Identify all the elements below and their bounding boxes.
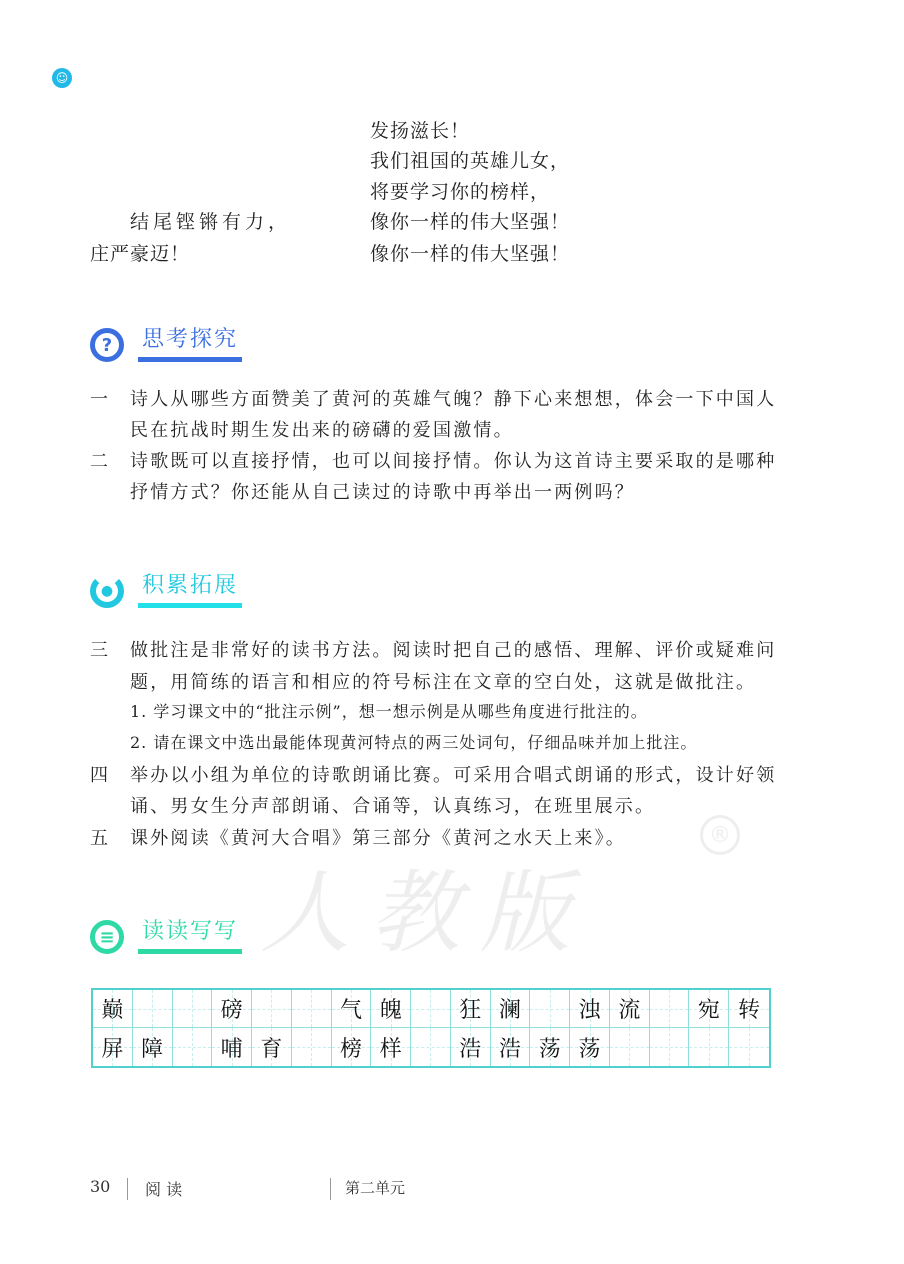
grid-cell <box>451 1028 491 1066</box>
smiley-icon: ☺ <box>52 68 72 88</box>
grid-character: 澜 <box>499 998 522 1023</box>
grid-cell <box>173 990 213 1028</box>
grid-cell <box>729 1028 769 1066</box>
question-number: 五 <box>90 828 111 849</box>
grid-character: 气 <box>339 998 362 1023</box>
grid-character: 榜 <box>339 1036 362 1062</box>
grid-character: 转 <box>738 998 761 1023</box>
grid-cell <box>212 1028 252 1066</box>
publisher-watermark: 人教版 <box>260 861 590 966</box>
grid-cell <box>332 1028 372 1066</box>
grid-cell <box>530 990 570 1028</box>
grid-character: 浊 <box>578 998 601 1023</box>
question-text: 诵、男女生分声部朗诵、合诵等，认真练习，在班里展示。 <box>130 796 656 817</box>
grid-cell <box>689 990 729 1028</box>
question-number: 四 <box>90 765 111 786</box>
poem-annotation: 庄严豪迈！ <box>90 243 191 265</box>
divider <box>330 1178 331 1200</box>
grid-cell <box>93 1028 133 1066</box>
character-grid <box>91 988 771 1068</box>
grid-cell <box>252 990 292 1028</box>
question-text: 题，用简练的语言和相应的符号标注在文章的空白处，这就是做批注。 <box>130 672 757 693</box>
poem-annotation: 结尾铿锵有力， <box>130 211 292 233</box>
grid-cell <box>650 1028 690 1066</box>
section-title-think: 思考探究 <box>142 327 239 352</box>
footer-section: 阅 读 <box>145 1180 183 1199</box>
grid-cell <box>530 1028 570 1066</box>
grid-cell <box>292 1028 332 1066</box>
question-text: 抒情方式？你还能从自己读过的诗歌中再举出一两例吗？ <box>130 482 635 503</box>
grid-character: 荡 <box>538 1036 561 1062</box>
section-underline <box>138 357 242 362</box>
grid-cell <box>133 1028 173 1066</box>
grid-cell <box>93 990 133 1028</box>
grid-cell <box>173 1028 213 1066</box>
grid-cell <box>332 990 372 1028</box>
section-title-readwrite: 读读写写 <box>142 919 239 944</box>
grid-character: 育 <box>260 1036 283 1062</box>
grid-cell <box>451 990 491 1028</box>
question-text: 民在抗战时期生发出来的磅礴的爱国激情。 <box>130 420 514 441</box>
sub-question: 2. 请在课文中选出最能体现黄河特点的两三处词句，仔细品味并加上批注。 <box>130 733 698 752</box>
grid-character: 狂 <box>459 998 482 1023</box>
lines-icon: ≡ <box>90 920 124 954</box>
grid-cell <box>610 990 650 1028</box>
sub-question: 1. 学习课文中的“批注示例”，想一想示例是从哪些角度进行批注的。 <box>130 702 648 721</box>
grid-character: 样 <box>379 1036 402 1062</box>
poem-line: 将要学习你的榜样， <box>370 181 551 203</box>
grid-cell <box>689 1028 729 1066</box>
grid-cell <box>371 1028 411 1066</box>
grid-cell <box>570 990 610 1028</box>
grid-cell <box>610 1028 650 1066</box>
grid-cell <box>411 990 451 1028</box>
question-text: 诗歌既可以直接抒情，也可以间接抒情。你认为这首诗主要采取的是哪种 <box>130 451 777 472</box>
question-text: 举办以小组为单位的诗歌朗诵比赛。可采用合唱式朗诵的形式，设计好领 <box>130 765 777 786</box>
question-text: 课外阅读《黄河大合唱》第三部分《黄河之水天上来》。 <box>130 828 626 849</box>
grid-cell <box>212 990 252 1028</box>
page-number: 30 <box>90 1177 111 1196</box>
grid-cell <box>570 1028 610 1066</box>
poem-line: 像你一样的伟大坚强！ <box>370 243 571 265</box>
question-text: 诗人从哪些方面赞美了黄河的英雄气魄？静下心来想想，体会一下中国人 <box>130 389 777 410</box>
poem-line: 我们祖国的英雄儿女， <box>370 150 571 172</box>
question-number: 三 <box>90 640 111 661</box>
divider <box>127 1178 128 1200</box>
registered-mark: ® <box>700 815 740 855</box>
grid-character: 魄 <box>379 998 402 1023</box>
grid-cell <box>650 990 690 1028</box>
grid-character: 巅 <box>101 998 124 1023</box>
grid-character: 浩 <box>499 1036 522 1062</box>
grid-cell <box>292 990 332 1028</box>
question-icon: ? <box>90 328 124 362</box>
grid-character: 宛 <box>697 998 720 1023</box>
grid-cell <box>491 1028 531 1066</box>
poem-line: 发扬滋长！ <box>370 120 471 142</box>
question-text: 做批注是非常好的读书方法。阅读时把自己的感悟、理解、评价或疑难问 <box>130 640 777 661</box>
grid-character: 流 <box>618 998 641 1023</box>
grid-character: 磅 <box>220 998 243 1023</box>
refresh-arrow-icon: ● <box>90 574 124 608</box>
section-underline <box>138 603 242 608</box>
poem-line: 像你一样的伟大坚强！ <box>370 211 571 233</box>
question-number: 一 <box>90 389 111 410</box>
grid-cell <box>729 990 769 1028</box>
grid-cell <box>252 1028 292 1066</box>
grid-cell <box>133 990 173 1028</box>
grid-cell <box>411 1028 451 1066</box>
grid-character: 障 <box>141 1036 164 1062</box>
section-title-extend: 积累拓展 <box>142 573 239 598</box>
grid-character: 浩 <box>459 1036 482 1062</box>
footer-unit: 第二单元 <box>345 1179 406 1197</box>
grid-character: 屏 <box>101 1036 124 1062</box>
question-number: 二 <box>90 451 111 472</box>
grid-character: 荡 <box>578 1036 601 1062</box>
grid-cell <box>491 990 531 1028</box>
grid-cell <box>371 990 411 1028</box>
section-underline <box>138 949 242 954</box>
grid-character: 哺 <box>220 1036 243 1062</box>
